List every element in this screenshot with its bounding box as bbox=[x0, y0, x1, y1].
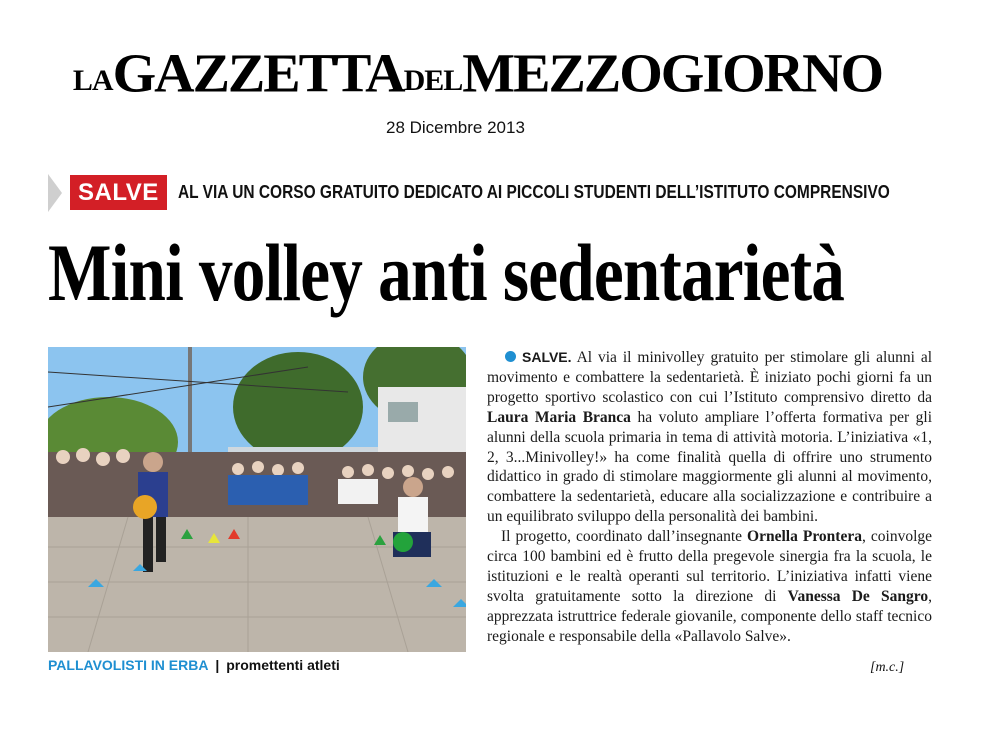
location-badge: SALVE bbox=[70, 175, 167, 210]
author-signature: [m.c.] bbox=[870, 660, 905, 675]
p2-name: Ornella Prontera bbox=[747, 528, 862, 546]
kids-playing-minivolley-photo bbox=[48, 347, 466, 652]
kicker-text: AL VIA UN CORSO GRATUITO DEDICATO AI PICCOLI STUDENTI DELL’ISTITUTO COMPRENSIVO bbox=[178, 182, 890, 202]
masthead-gazzetta: GAZZETTA bbox=[112, 43, 404, 105]
caption-separator: | bbox=[215, 657, 220, 673]
p1-text-b: ha voluto ampliare l’offerta formativa per gli alunni della scuola primaria in tema di attività motoria. L’iniziativa «1, 2, 3...Minivolley!» ha come finalità quella di offrire uno strumento didattico in grado di stimolare maggiormente gli alunni al movimento, combattere la sedentarietà, educare alla socializzazione e contribuire a un equilibrato sviluppo della personalità dei bambini. bbox=[487, 408, 933, 526]
p1-name: Laura Maria Branca bbox=[487, 408, 631, 426]
caption-text: promettenti atleti bbox=[226, 657, 340, 673]
article-paragraph-2 bbox=[487, 527, 932, 646]
dateline-place: SALVE. bbox=[522, 349, 572, 365]
bullet-dot-icon bbox=[505, 351, 516, 362]
article-paragraph-1 bbox=[487, 348, 932, 527]
caption-title: PALLAVOLISTI IN ERBA bbox=[48, 657, 209, 673]
photo-caption bbox=[48, 657, 340, 673]
masthead-mezzogiorno: MEZZOGIORNO bbox=[462, 43, 883, 105]
p2-text-c: , apprezzata istruttrice federale giovanile, componente dello staff tecnico regionale e responsabile della «Pallavolo Salve». bbox=[487, 587, 933, 645]
newspaper-masthead bbox=[72, 43, 883, 105]
p2-text-b: , coinvolge circa 100 bambini ed è frutto della pregevole sinergia fra la scuola, le istituzioni e le realtà operanti sul territorio. L’iniziativa infatti viene svolta gratuitamente sotto la direzione di bbox=[487, 528, 932, 605]
article-headline: Mini volley anti sedentarietà bbox=[48, 227, 845, 318]
p1-text-a: Al via il minivolley gratuito per stimolare gli alunni al movimento e combattere la sedentarietà. È iniziato pochi giorni fa un progetto sportivo scolastico con cui l’Istituto comprensivo diretto da bbox=[487, 349, 932, 406]
masthead-del: DEL bbox=[403, 64, 463, 97]
p2-text-a: Il progetto, coordinato dall’insegnante bbox=[501, 528, 748, 546]
p2-name-2: Vanessa De Sangro bbox=[787, 587, 929, 605]
article-body bbox=[487, 348, 932, 647]
article-photo bbox=[48, 347, 466, 652]
kicker-arrow-icon bbox=[48, 174, 62, 212]
masthead-la: LA bbox=[72, 64, 113, 97]
publication-date: 28 Dicembre 2013 bbox=[386, 118, 525, 137]
kicker-row bbox=[48, 174, 928, 212]
